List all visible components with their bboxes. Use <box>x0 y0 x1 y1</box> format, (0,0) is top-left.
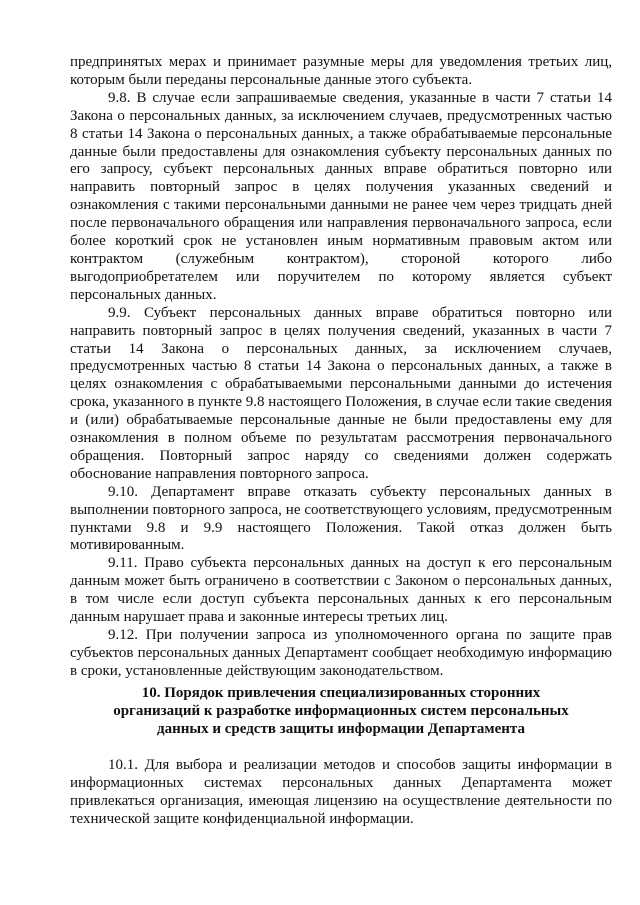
paragraph-9-11: 9.11. Право субъекта персональных данных на доступ к его персональным данным может быть ограничено в соответствии с Законом о персональных данных, в том числе если доступ субъекта персональных данных к его персональным данным нарушает права и законные интересы третьих лиц. <box>70 555 612 626</box>
paragraph-9-10: 9.10. Департамент вправе отказать субъекту персональных данных в выполнении повторного запроса, не соответствующего условиям, предусмотренным пунктами 9.8 и 9.9 настоящего Положения. Такой отказ должен быть мотивированным. <box>70 483 612 554</box>
paragraph-9-12: 9.12. При получении запроса из уполномоченного органа по защите прав субъектов персональных данных Департамент сообщает необходимую информацию в сроки, установленные действующим законодательством. <box>70 627 612 679</box>
paragraph-10-1: 10.1. Для выбора и реализации методов и способов защиты информации в информационных системах персональных данных Департамента может привлекаться организация, имеющая лицензию на осуществление деятельности по технической защите конфиденциальной информации. <box>70 757 612 827</box>
paragraph-9-8: 9.8. В случае если запрашиваемые сведения, указанные в части 7 статьи 14 Закона о персональных данных, за исключением случаев, предусмотренных частью 8 статьи 14 Закона о персональных данных, а также обрабатываемые персональные данные были предоставлены для ознакомления субъекту персональных данных по его запросу, субъект персональных данных вправе обратиться повторно или направить повторный запрос в целях получения указанных сведений и ознакомления с такими персональными данными не ранее чем через тридцать дней после первоначального обращения или направления первоначального запроса, если более короткий срок не установлен иным нормативным правовым актом или контрактом (служебным контрактом), стороной которого либо выгодоприобретателем или поручителем по которому является субъект персональных данных. <box>70 89 612 303</box>
heading-line: 10. Порядок привлечения специализированных сторонних <box>141 685 541 701</box>
section-10-heading <box>70 685 612 739</box>
heading-line: организаций к разработке информационных систем персональных <box>113 702 569 719</box>
section-10-body <box>70 757 612 829</box>
paragraph-9-9: 9.9. Субъект персональных данных вправе обратиться повторно или направить повторный запрос в целях получения сведений, указанных в части 7 статьи 14 Закона о персональных данных, за исключением случаев, предусмотренных частью 8 статьи 14 Закона о персональных данных, а также в целях ознакомления с обрабатываемыми персональными данными до истечения срока, указанного в пункте 9.8 настоящего Положения, в случае если такие сведения и (или) обрабатываемые персональные данные не были предоставлены ему для ознакомления в полном объеме по результатам рассмотрения первоначального обращения. Повторный запрос наряду со сведениями должен содержать обоснование направления повторного запроса. <box>70 304 612 482</box>
document-body <box>70 54 612 681</box>
heading-line: данных и средств защиты информации Департамента <box>157 720 525 737</box>
paragraph-continuation: предпринятых мерах и принимает разумные меры для уведомления третьих лиц, которым были переданы персональные данные этого субъекта. <box>70 54 612 88</box>
